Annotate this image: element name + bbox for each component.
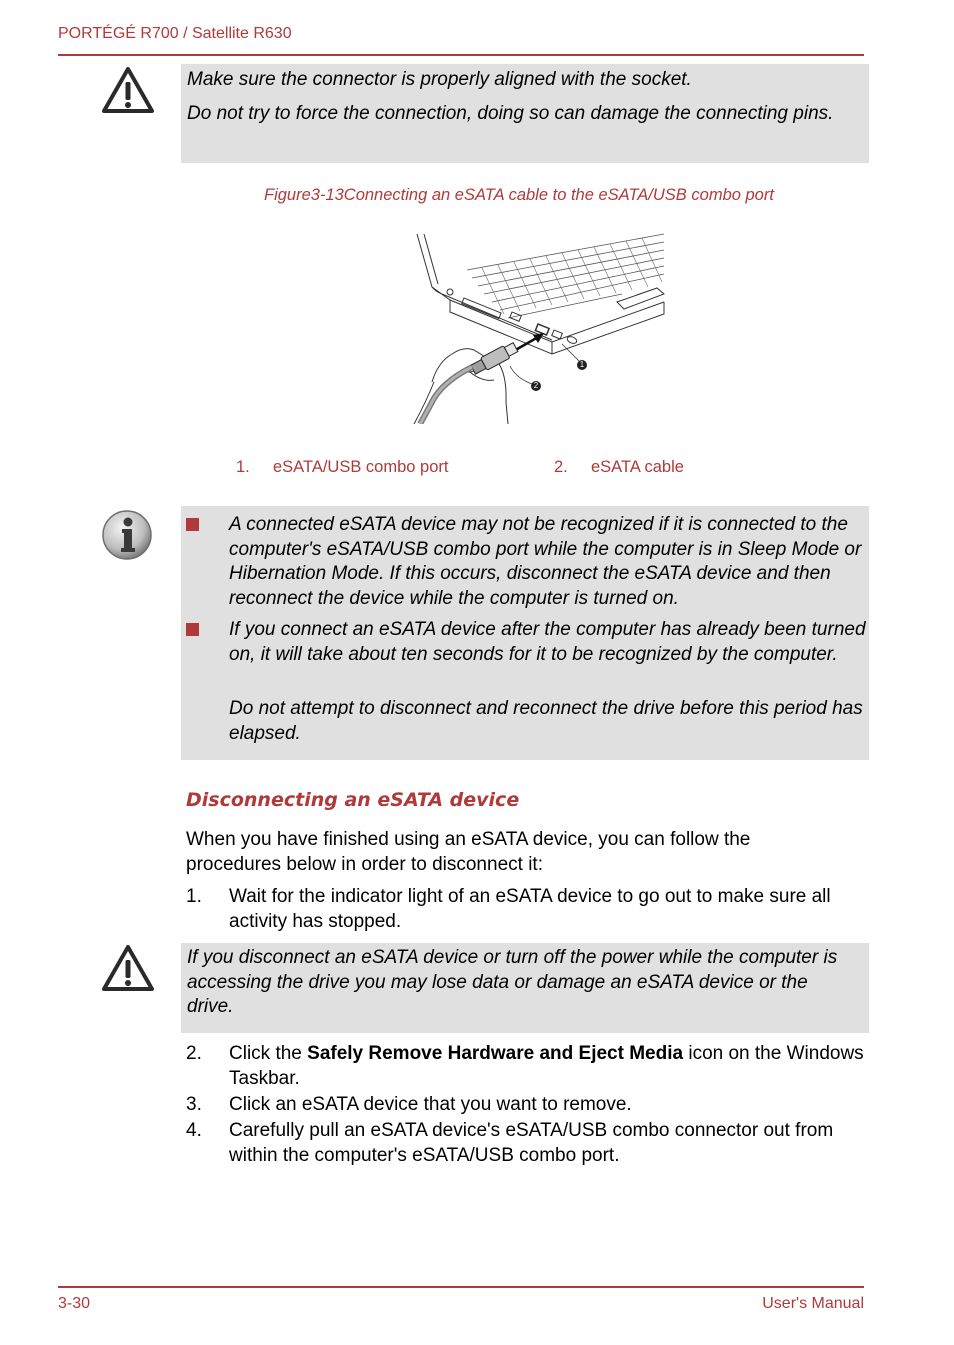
step-number: 2. xyxy=(186,1043,202,1064)
warning-text: If you disconnect an eSATA device or turn off the power while the computer is accessing the drive you may lose data or damage an eSATA device or the drive. xyxy=(187,947,838,1017)
legend-item xyxy=(554,458,684,477)
warning-line: Make sure the connector is properly aligned with the socket. xyxy=(187,69,692,90)
header-rule xyxy=(58,54,864,56)
footer-rule xyxy=(58,1286,864,1288)
legend-label: eSATA/USB combo port xyxy=(273,458,449,476)
warning-icon xyxy=(101,66,155,119)
step-text: Click an eSATA device that you want to remove. xyxy=(229,1094,632,1115)
legend-item xyxy=(236,458,448,477)
legend-number: 2. xyxy=(554,458,568,476)
step-text xyxy=(229,1041,869,1091)
step-number: 4. xyxy=(186,1120,202,1141)
info-icon xyxy=(100,508,154,567)
info-note-box xyxy=(181,506,869,760)
running-header: PORTÉGÉ R700 / Satellite R630 xyxy=(58,25,292,42)
step-text-part: Click the xyxy=(229,1043,308,1064)
warning-note-box xyxy=(181,943,869,1033)
bullet-marker xyxy=(186,623,199,636)
figure-illustration xyxy=(412,232,666,424)
note-bullet-text: If you connect an eSATA device after the computer has already been turned on, it will take about ten seconds for it to be recognized by the computer. xyxy=(229,619,866,665)
page-number: 3-30 xyxy=(58,1295,91,1312)
callout-2-marker: 2 xyxy=(531,381,541,391)
callout-1-marker: 1 xyxy=(577,360,587,370)
section-heading: Disconnecting an eSATA device xyxy=(186,789,520,811)
step-text: Carefully pull an eSATA device's eSATA/USB combo connector out from within the computer's eSATA/USB combo port. xyxy=(229,1120,834,1166)
legend-number: 1. xyxy=(236,458,250,476)
footer-manual-title: User's Manual xyxy=(762,1295,864,1312)
note-bullet-text: A connected eSATA device may not be recognized if it is connected to the computer's eSATA/USB combo port while the computer is in Sleep Mode or Hibernation Mode. If this occurs, disconnect the eSATA device and then reconnect the device while the computer is turned on. xyxy=(229,514,862,609)
ui-label-safely-remove: Safely Remove Hardware and Eject Media xyxy=(307,1043,684,1064)
figure-caption: Figure3-13Connecting an eSATA cable to the eSATA/USB combo port xyxy=(264,186,774,204)
warning-line: Do not try to force the connection, doing so can damage the connecting pins. xyxy=(187,102,834,124)
legend-label: eSATA cable xyxy=(591,458,684,476)
step-number: 1. xyxy=(186,886,202,907)
step-text-part: icon on the Windows Taskbar. xyxy=(229,1043,864,1089)
bullet-marker xyxy=(186,518,199,531)
warning-note-box xyxy=(181,64,869,163)
note-paragraph: Do not attempt to disconnect and reconnect the drive before this period has elapsed. xyxy=(229,698,863,744)
step-number: 3. xyxy=(186,1094,202,1115)
warning-icon xyxy=(101,944,155,997)
step-text: Wait for the indicator light of an eSATA device to go out to make sure all activity has stopped. xyxy=(229,886,831,932)
section-intro: When you have finished using an eSATA device, you can follow the procedures below in order to disconnect it: xyxy=(186,829,751,875)
